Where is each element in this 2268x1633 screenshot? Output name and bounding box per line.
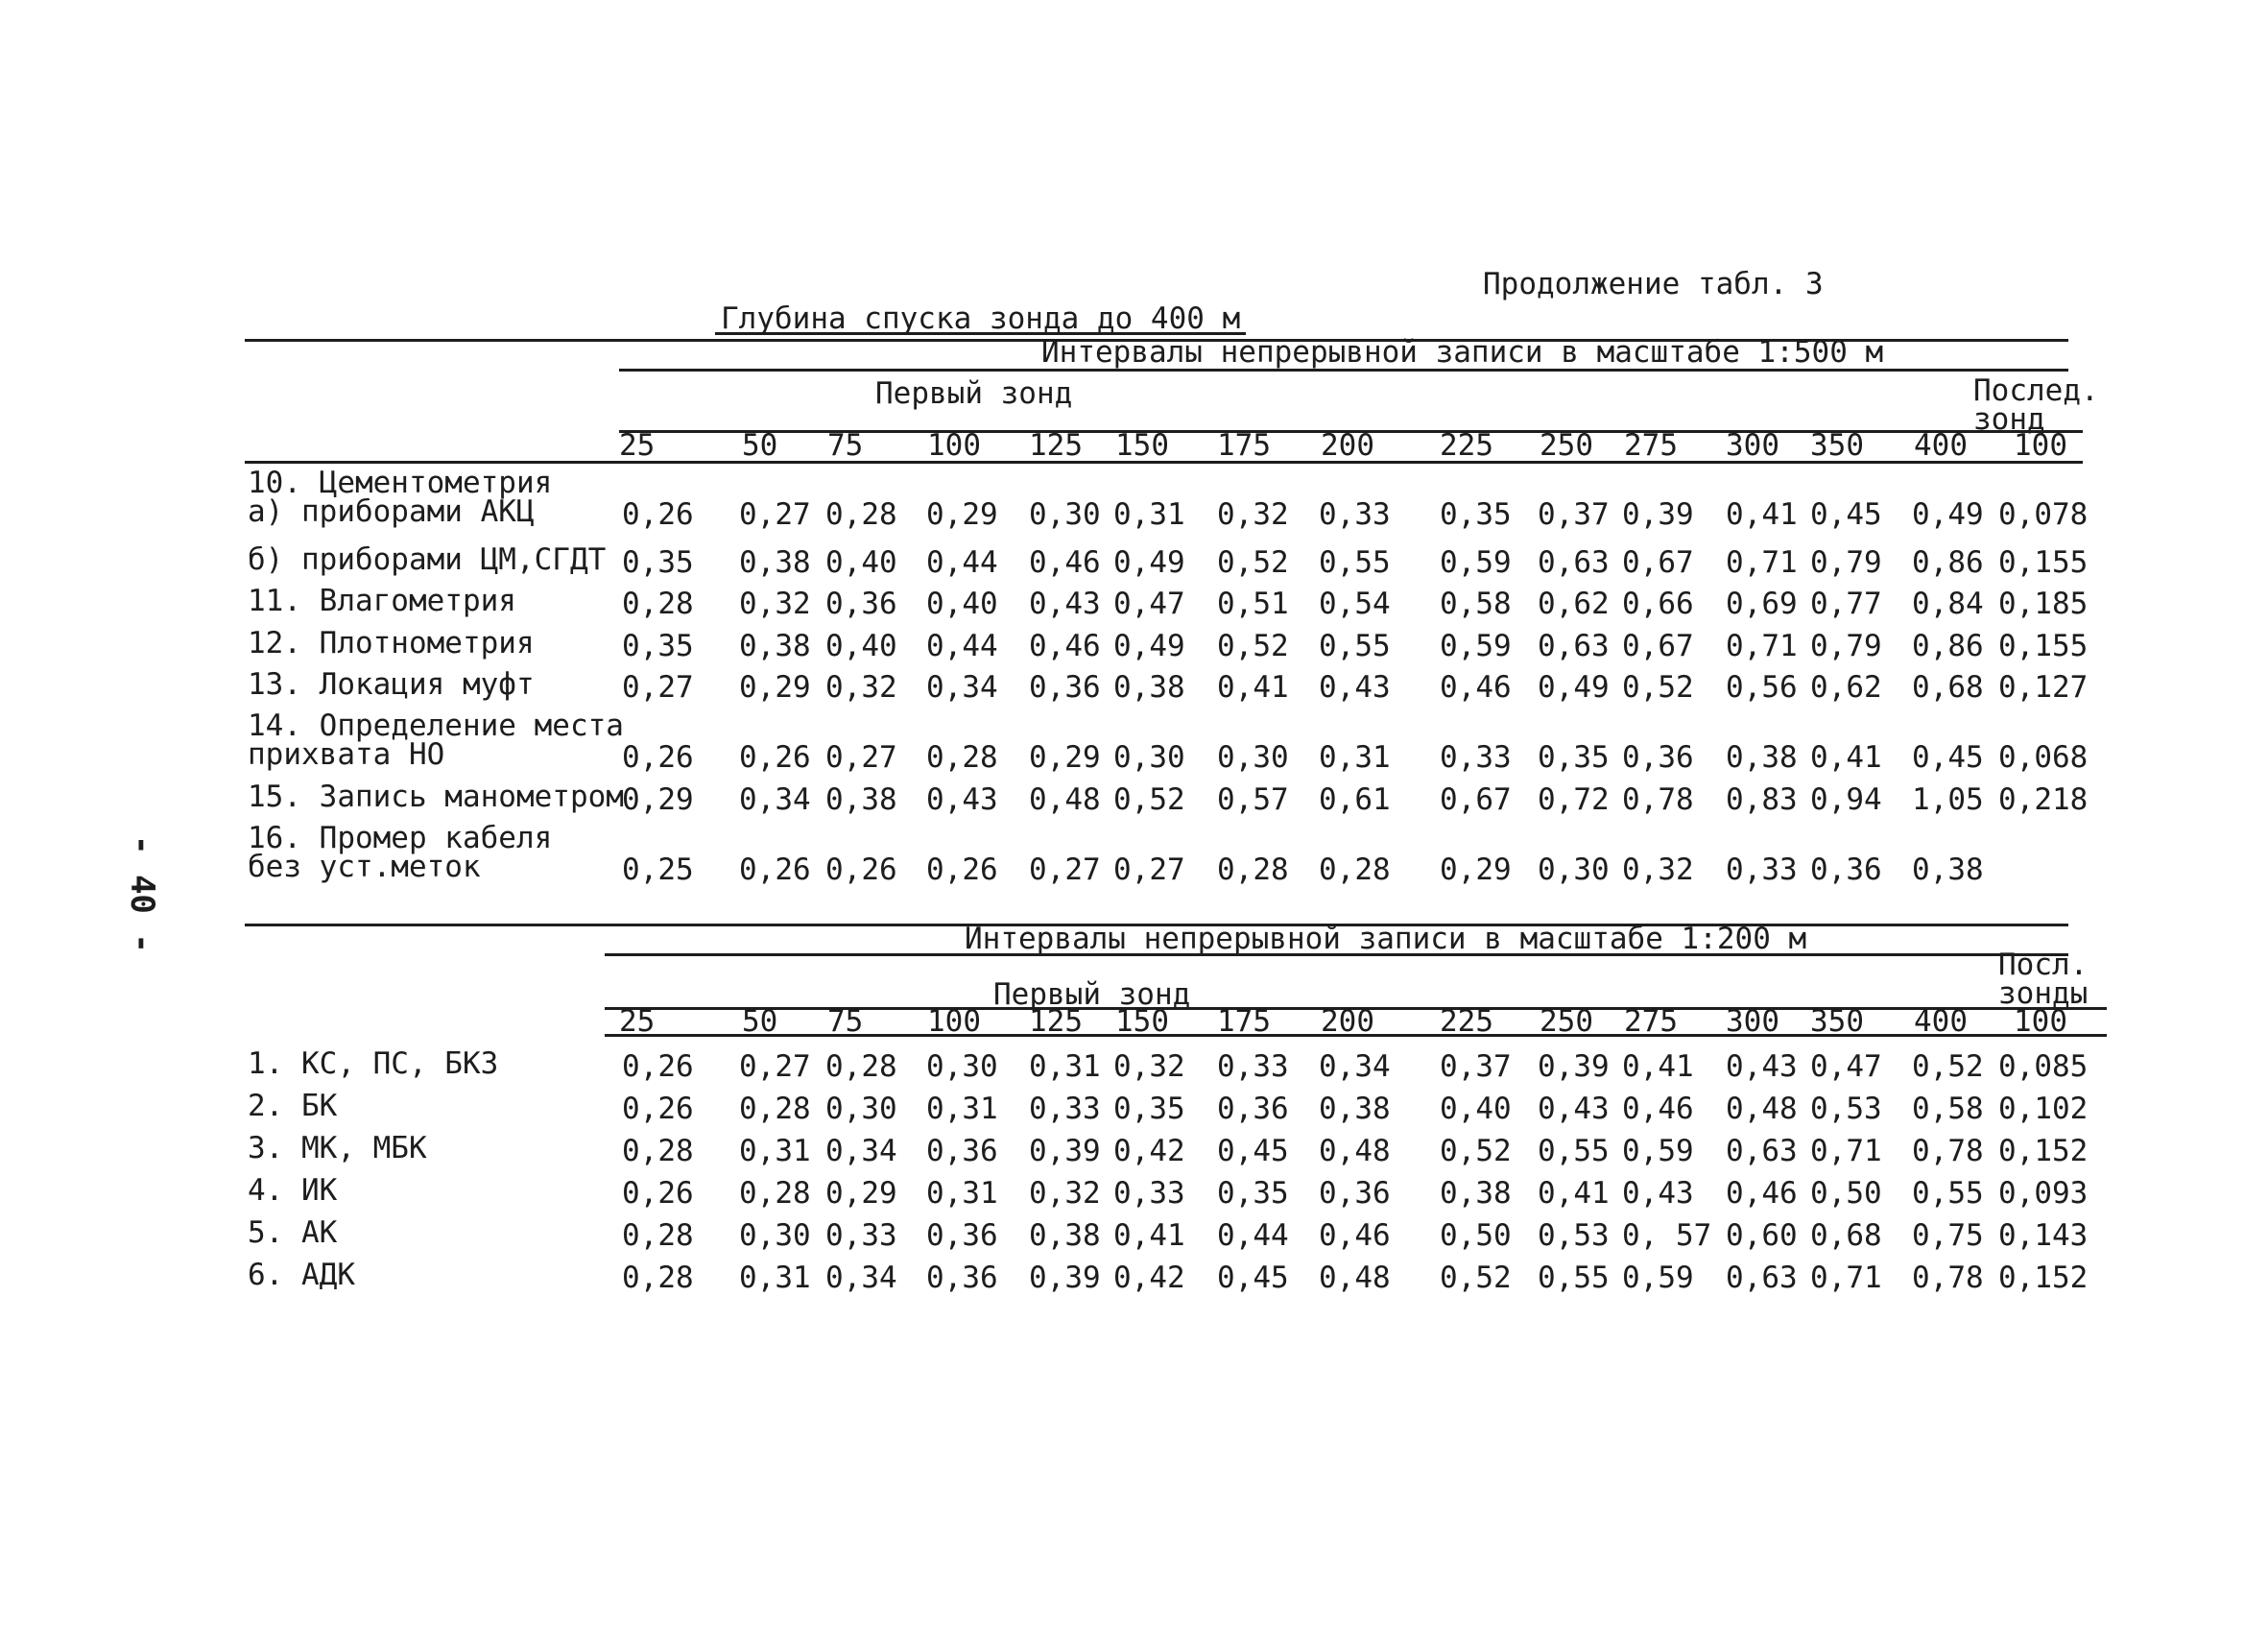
table-cell: 0,78 [1912,1261,1984,1295]
table-cell: 0,51 [1217,587,1289,621]
table-cell: 0,40 [825,629,897,663]
table-cell: 0,28 [622,587,694,621]
table-cell: 0,52 [1217,629,1289,663]
table-cell: 0,50 [1440,1218,1512,1253]
table-cell: 0,41 [1217,670,1289,705]
row-label: 10. Цементометрия [248,466,553,500]
table-cell: 0,39 [1538,1049,1610,1084]
table-cell: 0,52 [1440,1261,1512,1295]
table-cell: 0,52 [1440,1134,1512,1168]
table-cell: 0,63 [1538,545,1610,580]
table-cell: 0,42 [1113,1261,1185,1295]
table-2-interval-rule [605,953,2068,956]
table-cell: 0,35 [622,545,694,580]
table-cell: 0,67 [1440,782,1512,817]
table-cell: 0,38 [1029,1218,1101,1253]
table-cell: 0,30 [926,1049,998,1084]
table-cell: 0,33 [1319,497,1391,532]
row-label: 15. Запись манометром [248,780,624,814]
table-cell: 0,68 [1810,1218,1882,1253]
table-cell: 0,67 [1622,629,1694,663]
table-cell: 0,36 [926,1218,998,1253]
table2-column-header: 25 [619,1004,656,1039]
table-cell: 0,36 [1622,740,1694,775]
row-label: 3. МК, МБК [248,1131,427,1165]
table-cell: 0,48 [1319,1261,1391,1295]
table-cell: 0,28 [1319,853,1391,887]
table-cell: 0,35 [1440,497,1512,532]
table-1-interval-rule [619,369,2068,372]
table-cell: 0,44 [926,545,998,580]
table-cell: 0,69 [1726,587,1798,621]
table2-column-header: 175 [1217,1004,1271,1039]
table-cell: 0,40 [1440,1092,1512,1126]
table2-column-header: 350 [1810,1004,1864,1039]
table1-column-header: 25 [619,428,656,463]
table-cell: 0,085 [1998,1049,2089,1084]
table-cell: 0,68 [1912,670,1984,705]
table2-column-header: 75 [827,1004,864,1039]
table-cell: 0,27 [739,1049,811,1084]
row-label: 2. БК [248,1089,338,1123]
table-cell: 0,63 [1726,1261,1798,1295]
table1-column-header: 350 [1810,428,1864,463]
row-label: 13. Локация муфт [248,667,535,702]
table2-column-header: 150 [1115,1004,1169,1039]
table-cell: 0,42 [1113,1134,1185,1168]
table2-column-header: 50 [742,1004,778,1039]
table-cell: 0,38 [1912,853,1984,887]
table-cell: 0,43 [1622,1176,1694,1211]
table-cell: 0,57 [1217,782,1289,817]
row-label: 4. ИК [248,1173,338,1208]
table-cell: 0,39 [1029,1134,1101,1168]
table-cell: 0,32 [825,670,897,705]
table-cell: 0,61 [1319,782,1391,817]
table-cell: 0,46 [1319,1218,1391,1253]
table-cell: 0,30 [1113,740,1185,775]
depth-title: Глубина спуска зонда до 400 м [715,305,1246,335]
table2-column-header: 275 [1624,1004,1678,1039]
table-cell: 0,71 [1810,1261,1882,1295]
table-cell: 0,49 [1912,497,1984,532]
table-cell: 0,093 [1998,1176,2089,1211]
table2-column-header: 225 [1440,1004,1493,1039]
table-cell: 0,36 [825,587,897,621]
table-2-first-probe: Первый зонд [993,977,1191,1012]
table1-column-header: 50 [742,428,778,463]
table-cell: 0,56 [1726,670,1798,705]
table-cell: 0,45 [1217,1261,1289,1295]
table2-column-header: 300 [1726,1004,1779,1039]
table-cell: 0,33 [1217,1049,1289,1084]
table-cell: 0,78 [1622,782,1694,817]
table-cell: 0,55 [1319,545,1391,580]
table-cell: 0,35 [622,629,694,663]
table-cell: 0,63 [1726,1134,1798,1168]
table-cell: 0,47 [1113,587,1185,621]
table-cell: 0,29 [1440,853,1512,887]
table-cell: 0,28 [739,1092,811,1126]
table-cell: 0,38 [825,782,897,817]
table-cell: 0,29 [622,782,694,817]
table-cell: 0,41 [1726,497,1798,532]
table-cell: 0,26 [622,497,694,532]
table-cell: 0,83 [1726,782,1798,817]
table2-column-header: 250 [1540,1004,1593,1039]
table-2-header-bottom-rule [605,1034,2107,1037]
table2-column-header: 100 [2014,1004,2067,1039]
table-cell: 0,77 [1810,587,1882,621]
table-cell: 0, 57 [1622,1218,1712,1253]
table-cell: 0,52 [1622,670,1694,705]
row-label: без уст.меток [248,850,481,884]
table-cell: 0,32 [1113,1049,1185,1084]
table-cell: 0,45 [1217,1134,1289,1168]
table-cell: 0,40 [926,587,998,621]
table-cell: 0,53 [1810,1092,1882,1126]
table-cell: 0,44 [1217,1218,1289,1253]
table-cell: 0,27 [1113,853,1185,887]
table-cell: 0,62 [1810,670,1882,705]
table-cell: 0,34 [825,1134,897,1168]
table-cell: 0,41 [1622,1049,1694,1084]
table-cell: 0,46 [1726,1176,1798,1211]
table-cell: 0,38 [1726,740,1798,775]
table-cell: 0,52 [1217,545,1289,580]
table-cell: 0,60 [1726,1218,1798,1253]
table-cell: 0,71 [1726,545,1798,580]
table-cell: 0,35 [1538,740,1610,775]
table-cell: 0,28 [1217,853,1289,887]
table-cell: 0,32 [1622,853,1694,887]
table1-column-header: 100 [2014,428,2067,463]
table-cell: 0,155 [1998,629,2089,663]
table-cell: 0,62 [1538,587,1610,621]
table-cell: 0,38 [1440,1176,1512,1211]
table1-column-header: 175 [1217,428,1271,463]
table-cell: 0,068 [1998,740,2089,775]
table1-column-header: 150 [1115,428,1169,463]
table-cell: 0,72 [1538,782,1610,817]
table-cell: 0,26 [622,1049,694,1084]
table-cell: 0,46 [1440,670,1512,705]
table-cell: 0,66 [1622,587,1694,621]
table-cell: 0,59 [1622,1134,1694,1168]
table-2-last-probe: Посл. зонды [1998,948,2089,1011]
table-cell: 0,34 [926,670,998,705]
table-cell: 0,30 [825,1092,897,1126]
table-cell: 1,05 [1912,782,1984,817]
table-cell: 0,28 [622,1261,694,1295]
table-cell: 0,46 [1029,545,1101,580]
table-cell: 0,79 [1810,629,1882,663]
table1-column-header: 300 [1726,428,1779,463]
table-cell: 0,28 [739,1176,811,1211]
table-cell: 0,26 [622,740,694,775]
table-cell: 0,50 [1810,1176,1882,1211]
table-cell: 0,43 [1538,1092,1610,1126]
table-cell: 0,078 [1998,497,2089,532]
table-cell: 0,34 [1319,1049,1391,1084]
table1-column-header: 225 [1440,428,1493,463]
table-cell: 0,52 [1113,782,1185,817]
table-cell: 0,59 [1622,1261,1694,1295]
table-cell: 0,79 [1810,545,1882,580]
table-cell: 0,33 [825,1218,897,1253]
table-cell: 0,40 [825,545,897,580]
row-label: 6. АДК [248,1258,355,1292]
table-cell: 0,31 [926,1092,998,1126]
table-1-last-probe: Послед. зонд [1973,373,2099,437]
table-cell: 0,35 [1113,1092,1185,1126]
table1-column-header: 75 [827,428,864,463]
table-cell: 0,30 [1029,497,1101,532]
row-label: а) приборами АКЦ [248,494,535,529]
table-cell: 0,29 [739,670,811,705]
table2-column-header: 125 [1029,1004,1083,1039]
table-cell: 0,52 [1912,1049,1984,1084]
table-cell: 0,63 [1538,629,1610,663]
table-cell: 0,36 [1319,1176,1391,1211]
table-cell: 0,86 [1912,545,1984,580]
table-cell: 0,59 [1440,545,1512,580]
table-cell: 0,59 [1440,629,1512,663]
table-cell: 0,36 [1029,670,1101,705]
table-cell: 0,36 [1217,1092,1289,1126]
table-cell: 0,55 [1319,629,1391,663]
table-cell: 0,86 [1912,629,1984,663]
table-cell: 0,43 [1029,587,1101,621]
table-cell: 0,84 [1912,587,1984,621]
table-cell: 0,45 [1912,740,1984,775]
table-cell: 0,29 [825,1176,897,1211]
table1-column-header: 100 [927,428,981,463]
table-1-first-probe: Первый зонд [875,376,1073,411]
table-cell: 0,34 [739,782,811,817]
table-cell: 0,33 [1029,1092,1101,1126]
table-cell: 0,94 [1810,782,1882,817]
table-cell: 0,46 [1029,629,1101,663]
row-label: прихвата НО [248,737,445,772]
table-cell: 0,67 [1622,545,1694,580]
table-cell: 0,33 [1113,1176,1185,1211]
table-cell: 0,48 [1319,1134,1391,1168]
row-label: 14. Определение места [248,708,624,743]
table1-column-header: 250 [1540,428,1593,463]
table-cell: 0,30 [1217,740,1289,775]
table-cell: 0,26 [825,853,897,887]
table-cell: 0,27 [622,670,694,705]
page-number: - 40 - [123,835,161,953]
table-cell: 0,28 [622,1134,694,1168]
table2-column-header: 100 [927,1004,981,1039]
table2-column-header: 200 [1321,1004,1374,1039]
table-cell: 0,32 [1029,1176,1101,1211]
table-cell: 0,28 [825,497,897,532]
table-cell: 0,58 [1912,1092,1984,1126]
table-cell: 0,55 [1538,1134,1610,1168]
table-cell: 0,78 [1912,1134,1984,1168]
table-cell: 0,75 [1912,1218,1984,1253]
table-cell: 0,38 [739,545,811,580]
table-cell: 0,39 [1029,1261,1101,1295]
table-cell: 0,26 [622,1176,694,1211]
table-cell: 0,34 [825,1261,897,1295]
table-cell: 0,49 [1538,670,1610,705]
table-cell: 0,55 [1538,1261,1610,1295]
table-cell: 0,44 [926,629,998,663]
table-cell: 0,26 [926,853,998,887]
table2-column-header: 400 [1914,1004,1968,1039]
table-cell: 0,31 [1319,740,1391,775]
row-label: 5. АК [248,1215,338,1250]
table-cell: 0,27 [1029,853,1101,887]
table-cell: 0,47 [1810,1049,1882,1084]
table-cell: 0,25 [622,853,694,887]
table-cell: 0,45 [1810,497,1882,532]
table1-column-header: 400 [1914,428,1968,463]
table-cell: 0,27 [739,497,811,532]
table-cell: 0,36 [1810,853,1882,887]
table-cell: 0,36 [926,1134,998,1168]
table-cell: 0,71 [1810,1134,1882,1168]
table-cell: 0,43 [1319,670,1391,705]
table-cell: 0,36 [926,1261,998,1295]
table-cell: 0,102 [1998,1092,2089,1126]
table-cell: 0,28 [825,1049,897,1084]
table-cell: 0,41 [1113,1218,1185,1253]
table-cell: 0,29 [926,497,998,532]
table-cell: 0,27 [825,740,897,775]
table-cell: 0,54 [1319,587,1391,621]
table-cell: 0,31 [1113,497,1185,532]
table-cell: 0,152 [1998,1134,2089,1168]
table-cell: 0,28 [622,1218,694,1253]
table-cell: 0,155 [1998,545,2089,580]
table-cell: 0,41 [1810,740,1882,775]
table-cell: 0,152 [1998,1261,2089,1295]
table-cell: 0,53 [1538,1218,1610,1253]
table-1-interval-title: Интервалы непрерывной записи в масштабе 1:500 м [1041,335,1884,370]
table-cell: 0,39 [1622,497,1694,532]
table-cell: 0,49 [1113,545,1185,580]
table1-column-header: 125 [1029,428,1083,463]
table-cell: 0,38 [1319,1092,1391,1126]
table-cell: 0,29 [1029,740,1101,775]
table-cell: 0,31 [739,1134,811,1168]
table-cell: 0,31 [739,1261,811,1295]
table-cell: 0,37 [1440,1049,1512,1084]
table-cell: 0,38 [739,629,811,663]
table-cell: 0,35 [1217,1176,1289,1211]
table-cell: 0,49 [1113,629,1185,663]
table-cell: 0,48 [1726,1092,1798,1126]
table-cell: 0,43 [1726,1049,1798,1084]
table-cell: 0,28 [926,740,998,775]
table-cell: 0,33 [1440,740,1512,775]
table-cell: 0,26 [739,740,811,775]
row-label: 11. Влагометрия [248,584,516,618]
table-cell: 0,48 [1029,782,1101,817]
table-cell: 0,46 [1622,1092,1694,1126]
row-label: б) приборами ЦМ,СГДТ [248,542,607,577]
table-caption: Продолжение табл. 3 [1483,267,1824,301]
table-cell: 0,32 [739,587,811,621]
table-cell: 0,30 [1538,853,1610,887]
row-label: 16. Промер кабеля [248,821,553,855]
table-cell: 0,31 [926,1176,998,1211]
table-cell: 0,58 [1440,587,1512,621]
table1-column-header: 275 [1624,428,1678,463]
table-cell: 0,32 [1217,497,1289,532]
table-1-header-bottom-rule [245,461,2083,464]
row-label: 1. КС, ПС, БКЗ [248,1046,499,1081]
table-cell: 0,30 [739,1218,811,1253]
table-cell: 0,37 [1538,497,1610,532]
table-2-interval-title: Интервалы непрерывной записи в масштабе 1:200 м [965,922,1807,956]
row-label: 12. Плотнометрия [248,626,535,660]
table-cell: 0,26 [739,853,811,887]
table-cell: 0,127 [1998,670,2089,705]
table-cell: 0,38 [1113,670,1185,705]
table1-column-header: 200 [1321,428,1374,463]
table-cell: 0,33 [1726,853,1798,887]
table-cell: 0,43 [926,782,998,817]
table-cell: 0,55 [1912,1176,1984,1211]
table-cell: 0,31 [1029,1049,1101,1084]
table-cell: 0,71 [1726,629,1798,663]
table-cell: 0,26 [622,1092,694,1126]
table-cell: 0,143 [1998,1218,2089,1253]
table-cell: 0,185 [1998,587,2089,621]
table-cell: 0,218 [1998,782,2089,817]
table-cell: 0,41 [1538,1176,1610,1211]
